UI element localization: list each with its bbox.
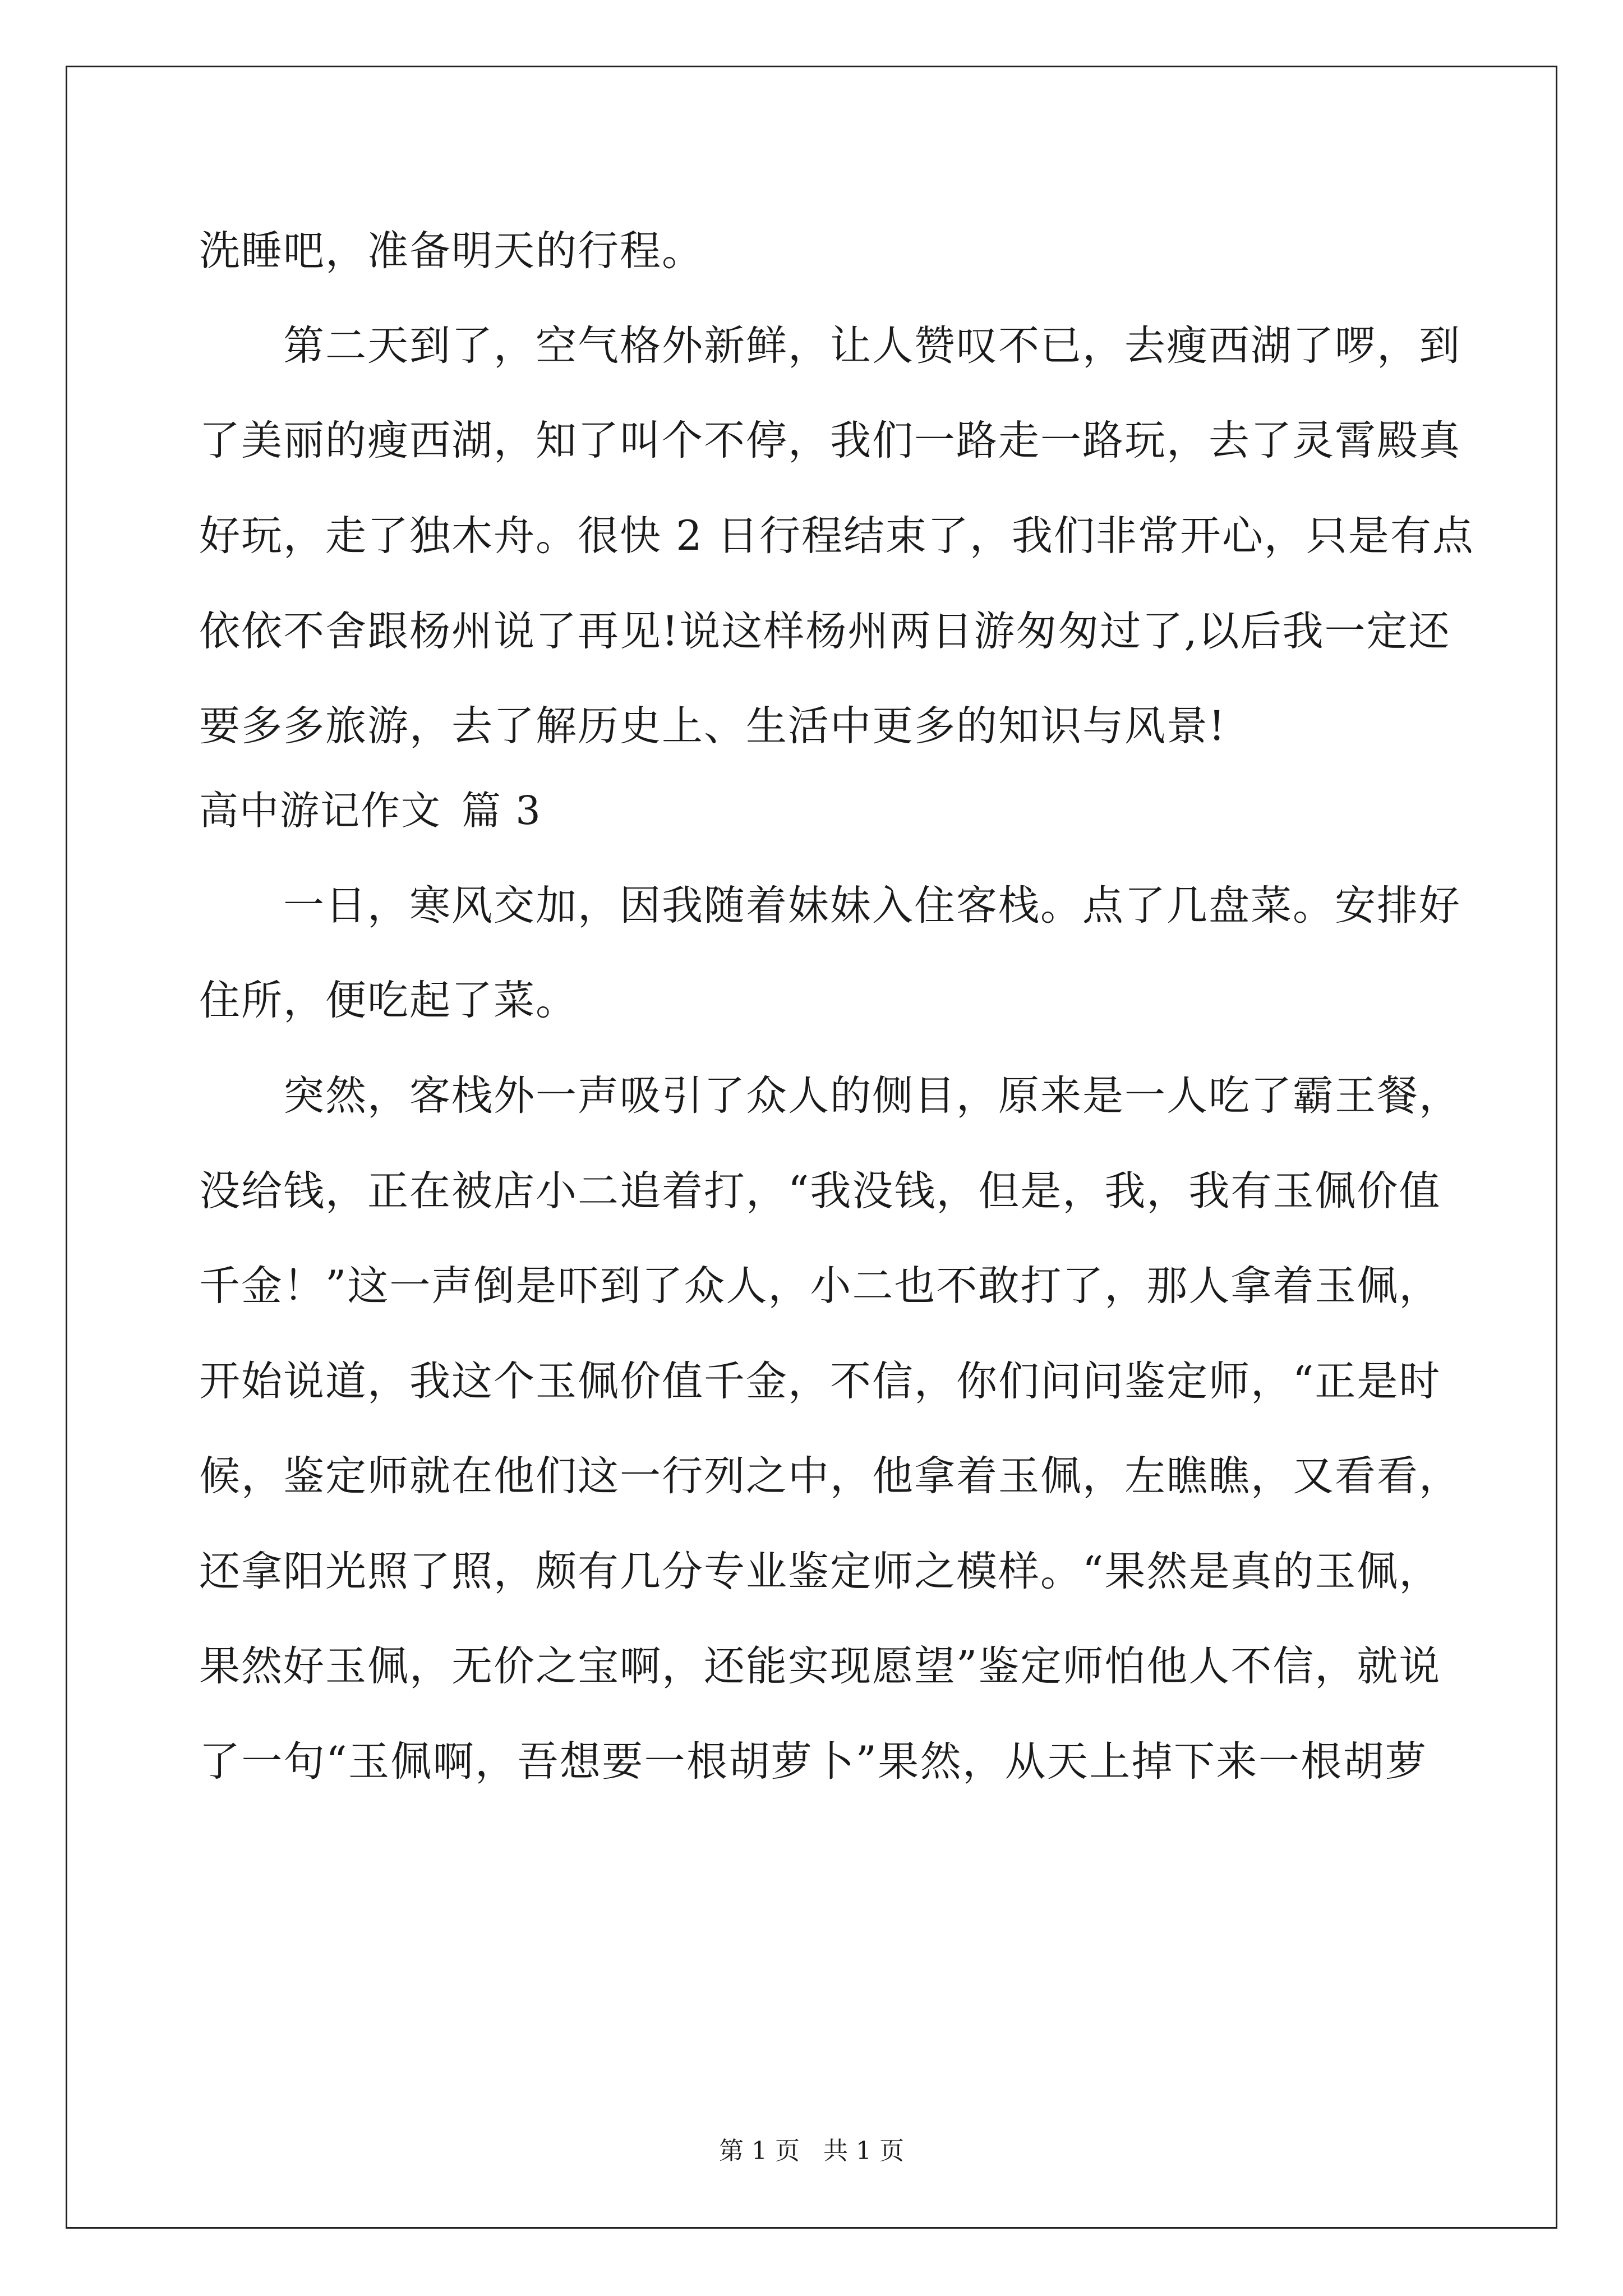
paragraph-4-line-3: 千金！”这一声倒是吓到了众人，小二也不敢打了，那人拿着玉佩， [199,1262,1441,1310]
section-heading-title: 高中游记作文 [199,788,441,834]
paragraph-2-line-1: 第二天到了，空气格外新鲜，让人赞叹不已，去瘦西湖了啰，到 [199,322,1461,370]
section-heading [199,783,542,839]
paragraph-4-line-5: 候，鉴定师就在他们这一行列之中，他拿着玉佩，左瞧瞧，又看看， [199,1452,1461,1500]
paragraph-4-line-6: 还拿阳光照了照，颇有几分专业鉴定师之模样。“果然是真的玉佩， [199,1548,1441,1595]
paragraph-4-line-4: 开始说道，我这个玉佩价值千金，不信，你们问问鉴定师，“正是时 [199,1358,1441,1405]
paragraph-2-line-3: 好玩，走了独木舟。很快 2 日行程结束了，我们非常开心，只是有点 [199,512,1474,560]
section-heading-part: 篇 3 [462,788,542,834]
paragraph-4-line-8: 了一句“玉佩啊，吾想要一根胡萝卜”果然，从天上掉下来一根胡萝 [199,1738,1427,1786]
paragraph-4-line-1: 突然，客栈外一声吸引了众人的侧目，原来是一人吃了霸王餐， [199,1072,1461,1120]
page-total: 共 1 页 [823,2137,904,2165]
paragraph-2-line-5: 要多多旅游，去了解历史上、生活中更多的知识与风景! [199,702,1227,750]
paragraph-4-line-2: 没给钱，正在被店小二追着打，“我没钱，但是，我，我有玉佩价值 [199,1167,1441,1215]
page-border [66,66,1557,2229]
paragraph-3-line-2: 住所，便吃起了菜。 [199,977,578,1024]
paragraph-4-line-7: 果然好玉佩，无价之宝啊，还能实现愿望”鉴定师怕他人不信，就说 [199,1642,1441,1690]
page-footer [0,2134,1623,2168]
paragraph-1-line-1: 洗睡吧，准备明天的行程。 [199,227,704,275]
paragraph-3-line-1: 一日，寒风交加，因我随着妹妹入住客栈。点了几盘菜。安排好 [199,882,1461,930]
page-number: 第 1 页 [719,2137,800,2165]
paragraph-2-line-4: 依依不舍跟杨州说了再见!说这样杨州两日游匆匆过了,以后我一定还 [199,608,1451,655]
paragraph-2-line-2: 了美丽的瘦西湖，知了叫个不停，我们一路走一路玩，去了灵霄殿真 [199,417,1461,464]
